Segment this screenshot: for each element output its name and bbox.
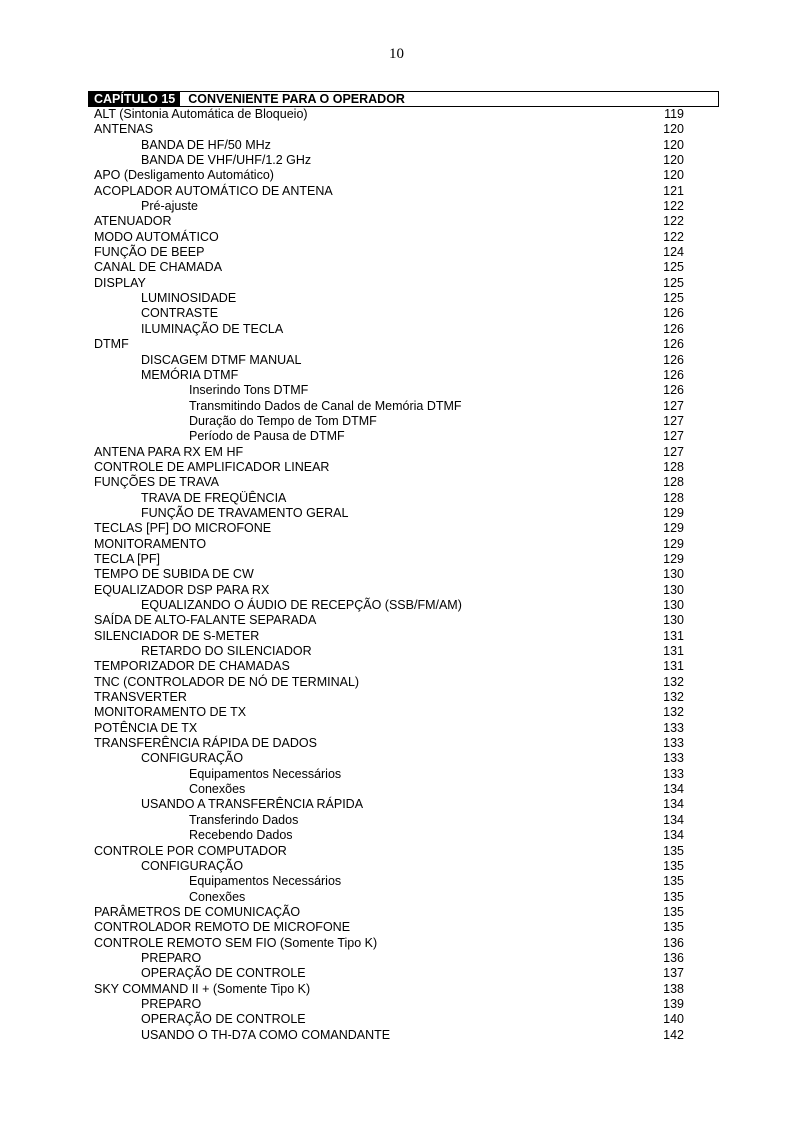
toc-entry-page: 128 xyxy=(663,459,684,474)
toc-entry-page: 134 xyxy=(663,828,684,843)
toc-entry-page: 129 xyxy=(663,551,684,566)
toc-entry-label: Duração do Tempo de Tom DTMF xyxy=(189,413,377,428)
toc-entry-label: MEMÓRIA DTMF xyxy=(141,367,239,382)
toc-entry xyxy=(94,966,714,981)
toc-entry-label: MONITORAMENTO DE TX xyxy=(94,705,247,720)
toc-entry-page: 129 xyxy=(663,505,684,520)
toc-entry-label: Transferindo Dados xyxy=(189,812,299,827)
toc-entry-label: TNC (CONTROLADOR DE NÓ DE TERMINAL) xyxy=(94,674,360,689)
toc-entry xyxy=(94,567,714,582)
toc-entry-page: 127 xyxy=(663,413,684,428)
toc-entry-label: CONFIGURAÇÃO xyxy=(141,858,244,873)
toc-entry-label: USANDO O TH-D7A COMO COMANDANTE xyxy=(141,1027,391,1042)
toc-entry xyxy=(94,767,714,782)
toc-entry-page: 126 xyxy=(663,367,684,382)
toc-entry xyxy=(94,337,714,352)
toc-entry-page: 125 xyxy=(663,275,684,290)
toc-entry-page: 126 xyxy=(663,383,684,398)
toc-entry xyxy=(94,214,714,229)
toc-entry-page: 126 xyxy=(663,306,684,321)
toc-entry-page: 138 xyxy=(663,981,684,996)
toc-entry xyxy=(94,874,714,889)
page-number: 10 xyxy=(389,46,404,62)
toc-entry xyxy=(94,306,714,321)
toc-entry-label: SILENCIADOR DE S-METER xyxy=(94,628,260,643)
toc-entry-page: 131 xyxy=(663,628,684,643)
toc-entry xyxy=(94,475,714,490)
toc-entry xyxy=(94,276,714,291)
toc-entry-label: LUMINOSIDADE xyxy=(141,291,237,306)
toc-entry-label: ATENUADOR xyxy=(94,214,172,229)
toc-entry-page: 135 xyxy=(663,889,684,904)
toc-entry-label: OPERAÇÃO DE CONTROLE xyxy=(141,966,306,981)
toc-entry-label: PREPARO xyxy=(141,996,202,1011)
toc-entry xyxy=(94,107,714,122)
toc-entry-label: ALT (Sintonia Automática de Bloqueio) xyxy=(94,107,308,121)
toc-entry-label: TEMPO DE SUBIDA DE CW xyxy=(94,567,254,582)
toc-entry-label: CONFIGURAÇÃO xyxy=(141,751,244,766)
toc-entry xyxy=(94,629,714,644)
toc-entry xyxy=(94,429,714,444)
toc-entry-page: 119 xyxy=(664,107,684,121)
toc-entry-label: ANTENAS xyxy=(94,122,154,137)
toc-entry-page: 132 xyxy=(663,674,684,689)
toc-entry-page: 127 xyxy=(663,398,684,413)
toc-entry-label: ILUMINAÇÃO DE TECLA xyxy=(141,321,284,336)
toc-entry-page: 128 xyxy=(663,475,684,490)
toc-entry-label: CANAL DE CHAMADA xyxy=(94,260,223,275)
toc-entry-label: EQUALIZADOR DSP PARA RX xyxy=(94,582,270,597)
toc-entry xyxy=(94,736,714,751)
toc-entry xyxy=(94,936,714,951)
toc-entry xyxy=(94,353,714,368)
toc-entry xyxy=(94,368,714,383)
toc-entry-page: 121 xyxy=(663,183,684,198)
toc-entry-label: CONTRASTE xyxy=(141,306,219,321)
toc-entry-label: MONITORAMENTO xyxy=(94,536,207,551)
toc-entry-label: FUNÇÃO DE BEEP xyxy=(94,245,205,260)
toc-entry-label: TRANSVERTER xyxy=(94,690,187,705)
toc-entry xyxy=(94,905,714,920)
toc-entry xyxy=(94,184,714,199)
toc-entry-page: 124 xyxy=(663,245,684,260)
toc-entry xyxy=(94,260,714,275)
toc-entry-label: DTMF xyxy=(94,337,129,352)
toc-entry-page: 125 xyxy=(663,291,684,306)
toc-entry-label: Período de Pausa de DTMF xyxy=(189,429,345,444)
toc-entry-page: 134 xyxy=(663,797,684,812)
toc-entry-page: 135 xyxy=(663,904,684,919)
toc-entry-label: BANDA DE VHF/UHF/1.2 GHz xyxy=(141,153,312,168)
toc-entry-label: POTÊNCIA DE TX xyxy=(94,720,198,735)
toc-entry-label: TRAVA DE FREQÜÊNCIA xyxy=(141,490,287,505)
toc-entry xyxy=(94,613,714,628)
toc-entry-page: 122 xyxy=(663,214,684,229)
toc-entry-label: USANDO A TRANSFERÊNCIA RÁPIDA xyxy=(141,797,364,812)
toc-entry-page: 130 xyxy=(663,582,684,597)
toc-entry-page: 132 xyxy=(663,705,684,720)
toc-entry xyxy=(94,491,714,506)
toc-entry-page: 120 xyxy=(663,153,684,168)
toc-entry-label: PARÂMETROS DE COMUNICAÇÃO xyxy=(94,904,301,919)
toc-entry-page: 134 xyxy=(663,782,684,797)
toc-entry xyxy=(94,460,714,475)
toc-entry xyxy=(94,828,714,843)
toc-entry-page: 122 xyxy=(663,229,684,244)
toc-entry-label: APO (Desligamento Automático) xyxy=(94,168,274,183)
toc-entry-page: 131 xyxy=(663,659,684,674)
toc-entry xyxy=(94,122,714,137)
toc-entry xyxy=(94,245,714,260)
toc-entry-label: Conexões xyxy=(189,889,246,904)
table-of-contents xyxy=(94,107,714,1043)
toc-entry xyxy=(94,721,714,736)
toc-entry-page: 131 xyxy=(663,644,684,659)
toc-entry xyxy=(94,690,714,705)
toc-entry-label: CONTROLE DE AMPLIFICADOR LINEAR xyxy=(94,459,330,474)
toc-entry-label: SKY COMMAND II + (Somente Tipo K) xyxy=(94,981,311,996)
toc-entry-page: 139 xyxy=(663,996,684,1011)
toc-entry-label: CONTROLE REMOTO SEM FIO (Somente Tipo K) xyxy=(94,935,378,950)
toc-entry-label: TEMPORIZADOR DE CHAMADAS xyxy=(94,659,290,674)
toc-entry xyxy=(94,138,714,153)
toc-entry xyxy=(94,813,714,828)
toc-entry-label: Equipamentos Necessários xyxy=(189,874,342,889)
toc-entry-label: Inserindo Tons DTMF xyxy=(189,383,309,398)
toc-entry xyxy=(94,583,714,598)
chapter-title: CONVENIENTE PARA O OPERADOR xyxy=(188,92,405,106)
toc-entry-label: TECLA [PF] xyxy=(94,551,160,566)
toc-entry xyxy=(94,644,714,659)
toc-entry-page: 126 xyxy=(663,352,684,367)
toc-entry-label: EQUALIZANDO O ÁUDIO DE RECEPÇÃO (SSB/FM/AM) xyxy=(141,598,462,612)
toc-entry xyxy=(94,552,714,567)
toc-entry-page: 136 xyxy=(663,950,684,965)
toc-entry-page: 137 xyxy=(663,966,684,981)
toc-entry-page: 136 xyxy=(663,935,684,950)
toc-entry xyxy=(94,521,714,536)
toc-entry xyxy=(94,844,714,859)
toc-entry-page: 135 xyxy=(663,874,684,889)
toc-entry-page: 134 xyxy=(663,812,684,827)
toc-entry-page: 135 xyxy=(663,858,684,873)
toc-entry-page: 133 xyxy=(663,766,684,781)
toc-entry-label: MODO AUTOMÁTICO xyxy=(94,229,219,244)
toc-entry xyxy=(94,890,714,905)
toc-entry-label: CONTROLADOR REMOTO DE MICROFONE xyxy=(94,920,351,935)
toc-entry-label: Pré-ajuste xyxy=(141,199,198,214)
toc-entry xyxy=(94,705,714,720)
toc-entry-label: Recebendo Dados xyxy=(189,828,293,843)
toc-entry xyxy=(94,997,714,1012)
toc-entry-page: 132 xyxy=(663,690,684,705)
toc-entry-page: 130 xyxy=(663,598,684,612)
toc-entry-page: 120 xyxy=(663,122,684,137)
toc-entry-page: 127 xyxy=(663,429,684,444)
toc-entry-page: 125 xyxy=(663,260,684,275)
toc-entry xyxy=(94,659,714,674)
toc-entry-page: 120 xyxy=(663,137,684,152)
toc-entry-page: 129 xyxy=(663,536,684,551)
toc-entry-page: 129 xyxy=(663,521,684,536)
toc-entry-page: 133 xyxy=(663,720,684,735)
toc-entry-page: 126 xyxy=(663,337,684,352)
toc-entry-page: 128 xyxy=(663,490,684,505)
toc-entry-page: 135 xyxy=(663,920,684,935)
toc-entry xyxy=(94,445,714,460)
toc-entry-label: TRANSFERÊNCIA RÁPIDA DE DADOS xyxy=(94,736,317,751)
toc-entry xyxy=(94,797,714,812)
toc-entry-label: Equipamentos Necessários xyxy=(189,766,342,781)
toc-entry xyxy=(94,951,714,966)
toc-entry xyxy=(94,383,714,398)
toc-entry xyxy=(94,291,714,306)
toc-entry-label: BANDA DE HF/50 MHz xyxy=(141,137,271,152)
toc-entry xyxy=(94,537,714,552)
toc-entry-page: 133 xyxy=(663,751,684,766)
toc-entry-label: TECLAS [PF] DO MICROFONE xyxy=(94,521,272,536)
toc-entry-label: Conexões xyxy=(189,782,246,797)
toc-entry-label: RETARDO DO SILENCIADOR xyxy=(141,644,312,659)
toc-entry-page: 133 xyxy=(663,736,684,751)
toc-entry xyxy=(94,598,714,613)
toc-entry-label: DISPLAY xyxy=(94,275,146,290)
toc-entry-label: Transmitindo Dados de Canal de Memória DTMF xyxy=(189,398,462,413)
toc-entry-label: SAÍDA DE ALTO-FALANTE SEPARADA xyxy=(94,613,317,628)
toc-entry xyxy=(94,153,714,168)
toc-entry xyxy=(94,414,714,429)
toc-entry xyxy=(94,168,714,183)
toc-entry-label: PREPARO xyxy=(141,950,202,965)
toc-entry xyxy=(94,1028,714,1043)
toc-entry xyxy=(94,322,714,337)
toc-entry-page: 135 xyxy=(663,843,684,858)
toc-entry-page: 130 xyxy=(663,613,684,628)
chapter-header xyxy=(88,91,719,107)
toc-entry xyxy=(94,859,714,874)
toc-entry xyxy=(94,982,714,997)
toc-entry-page: 127 xyxy=(663,444,684,459)
toc-entry xyxy=(94,199,714,214)
toc-entry xyxy=(94,782,714,797)
toc-entry-label: OPERAÇÃO DE CONTROLE xyxy=(141,1012,306,1027)
toc-entry xyxy=(94,1012,714,1027)
toc-entry xyxy=(94,920,714,935)
toc-entry-label: CONTROLE POR COMPUTADOR xyxy=(94,843,287,858)
toc-entry xyxy=(94,230,714,245)
toc-entry-page: 142 xyxy=(663,1027,684,1042)
toc-entry xyxy=(94,751,714,766)
toc-entry-label: ACOPLADOR AUTOMÁTICO DE ANTENA xyxy=(94,183,333,198)
toc-entry-label: ANTENA PARA RX EM HF xyxy=(94,444,244,459)
toc-entry-page: 122 xyxy=(663,199,684,214)
toc-entry xyxy=(94,506,714,521)
toc-entry-label: FUNÇÕES DE TRAVA xyxy=(94,475,220,490)
toc-entry-page: 120 xyxy=(663,168,684,183)
toc-entry xyxy=(94,399,714,414)
toc-entry-page: 140 xyxy=(663,1012,684,1027)
toc-entry-page: 130 xyxy=(663,567,684,582)
toc-entry-label: DISCAGEM DTMF MANUAL xyxy=(141,352,302,367)
toc-entry xyxy=(94,675,714,690)
toc-entry-page: 126 xyxy=(663,321,684,336)
toc-entry-label: FUNÇÃO DE TRAVAMENTO GERAL xyxy=(141,505,349,520)
chapter-label: CAPÍTULO 15 xyxy=(89,92,180,106)
